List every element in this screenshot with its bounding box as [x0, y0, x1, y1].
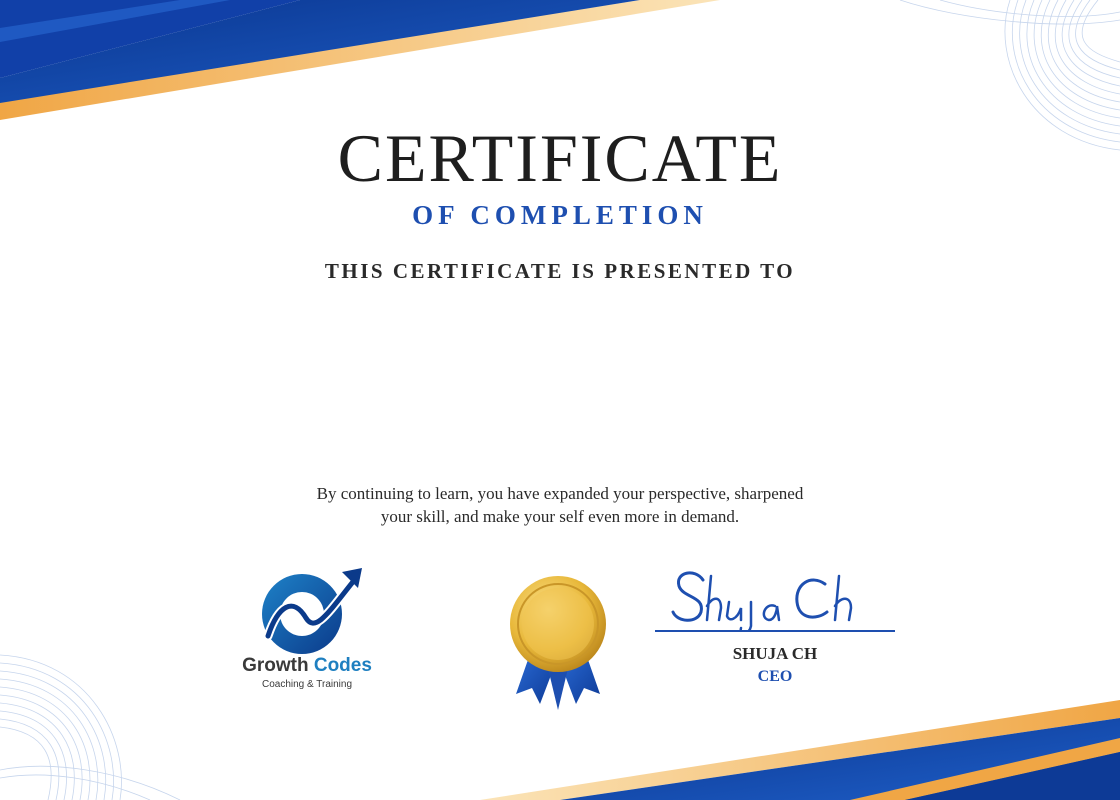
body-text-line-2: your skill, and make your self even more in demand.	[380, 507, 740, 526]
certificate-title: CERTIFICATE	[337, 120, 783, 196]
logo-name-part-2: Codes	[313, 655, 372, 676]
medal-icon	[508, 576, 608, 716]
growth-codes-logo	[232, 562, 382, 697]
signature-line	[655, 630, 895, 632]
signer-name: SHUJA CH	[732, 644, 818, 663]
body-text-line-1: By continuing to learn, you have expanded your perspective, sharpened	[316, 484, 804, 503]
logo-company-name	[232, 655, 382, 677]
signature-image	[655, 562, 895, 632]
certificate-subtitle: OF COMPLETION	[412, 200, 708, 230]
top-left-ribbon-decoration	[0, 0, 720, 120]
certificate-body-text	[250, 482, 870, 528]
presented-to-heading: THIS CERTIFICATE IS PRESENTED TO	[324, 259, 796, 283]
logo-tagline: Coaching & Training	[261, 679, 353, 690]
bottom-left-wave-lines-decoration	[0, 655, 180, 800]
logo-name-part-1: Growth	[242, 655, 309, 676]
signer-title: CEO	[757, 668, 793, 685]
growth-codes-logo-icon	[258, 566, 368, 661]
